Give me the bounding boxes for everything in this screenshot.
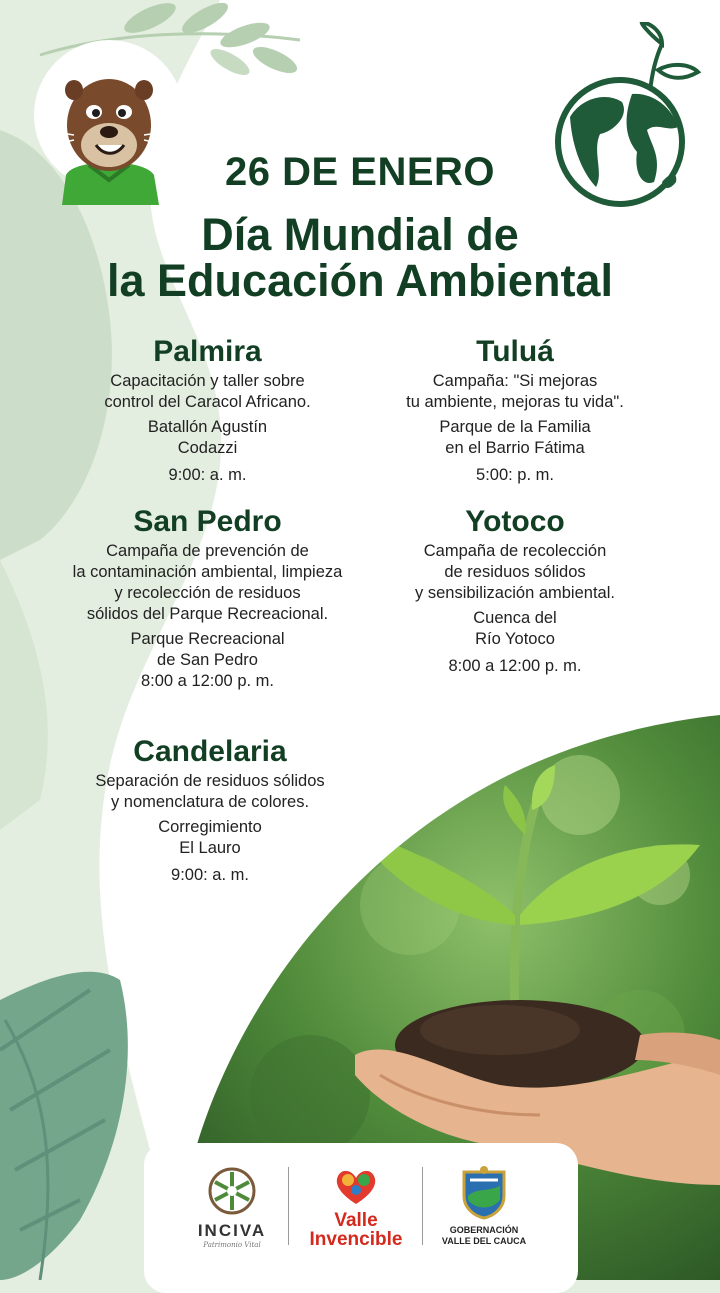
title-line-2: la Educación Ambiental (107, 255, 613, 306)
logo-divider (288, 1167, 289, 1245)
logo-divider (422, 1167, 423, 1245)
event-city: Palmira (153, 335, 262, 368)
event-time: 9:00: a. m. (171, 866, 249, 884)
valle-line-2: Invencible (309, 1229, 403, 1250)
title-line-1: Día Mundial de (201, 209, 519, 260)
event-city: Candelaria (133, 735, 287, 768)
event-description: tu ambiente, mejoras tu vida". (406, 393, 624, 411)
event-city: San Pedro (133, 505, 282, 538)
event-description: sólidos del Parque Recreacional. (86, 605, 329, 623)
valle-line-1: Valle (334, 1210, 378, 1231)
event-time: 5:00: p. m. (476, 466, 554, 484)
event-place: Parque de la Familia (439, 418, 591, 436)
event-description: Capacitación y taller sobre (110, 372, 305, 390)
event-description: y nomenclatura de colores. (110, 793, 310, 811)
event-description: Campaña de prevención de (106, 542, 309, 560)
event-description: Campaña de recolección (423, 542, 607, 560)
event-description: control del Caracol Africano. (104, 393, 311, 411)
inciva-logo (186, 1166, 278, 1249)
event-tulua (365, 335, 665, 486)
event-san-pedro (40, 505, 375, 692)
event-place: Parque Recreacional (130, 630, 285, 648)
event-time: 8:00 a 12:00 p. m. (140, 672, 274, 690)
event-city: Yotoco (465, 505, 565, 538)
event-place: El Lauro (179, 839, 241, 857)
event-time: 8:00 a 12:00 p. m. (448, 657, 582, 675)
event-place: Codazzi (177, 439, 238, 457)
event-description: y recolección de residuos (114, 584, 301, 602)
event-description: Separación de residuos sólidos (95, 772, 325, 790)
event-place: Corregimiento (158, 818, 262, 836)
valle-invencible-logo (298, 1166, 414, 1249)
event-time: 9:00: a. m. (168, 466, 247, 484)
event-palmira (70, 335, 345, 486)
inciva-logo-icon (207, 1166, 257, 1216)
event-place: Batallón Agustín (147, 418, 268, 436)
event-yotoco (375, 505, 655, 677)
event-place: Río Yotoco (475, 630, 555, 648)
event-place: en el Barrio Fátima (445, 439, 585, 457)
inciva-name: INCIVA (197, 1221, 267, 1240)
event-place: Cuenca del (473, 609, 557, 627)
valle-del-cauca-shield-icon (456, 1166, 512, 1220)
event-date: 26 DE ENERO (224, 150, 496, 194)
gob-line-1: GOBERNACIÓN (449, 1225, 519, 1235)
gob-line-2: VALLE DEL CAUCA (441, 1236, 527, 1246)
event-place: de San Pedro (157, 651, 258, 669)
gobernacion-logo (430, 1166, 538, 1247)
event-candelaria (60, 735, 360, 886)
event-description: la contaminación ambiental, limpieza (72, 563, 343, 581)
page-title (0, 209, 720, 306)
event-description: y sensibilización ambiental. (415, 584, 615, 602)
event-description: Campaña: "Si mejoras (432, 372, 598, 390)
event-city: Tuluá (476, 335, 554, 368)
valle-invencible-logo-icon (330, 1166, 382, 1206)
inciva-tagline: Patrimonio Vital (203, 1241, 261, 1249)
event-description: de residuos sólidos (444, 563, 586, 581)
